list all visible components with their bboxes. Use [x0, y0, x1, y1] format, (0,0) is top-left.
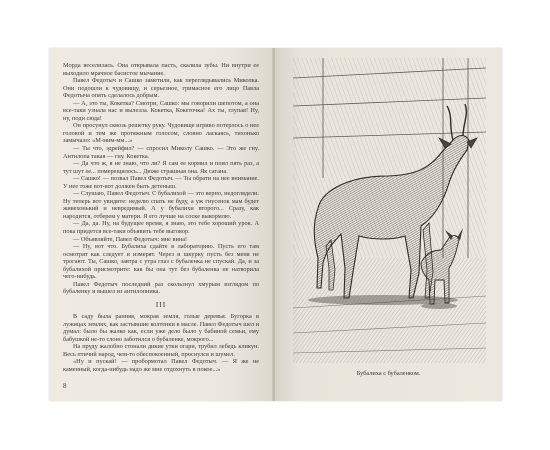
page-number: 8: [63, 382, 67, 390]
antelope-illustration: [293, 58, 486, 363]
paragraph: Павел Федотыч последний раз скользнул хмурым взглядом по бубаленку и вышел из антилопника.: [63, 280, 259, 296]
right-page: [275, 48, 502, 401]
illustration-caption: Бубалиха с бубаленком.: [356, 370, 421, 377]
left-page-text: [63, 62, 259, 373]
paragraph: В саду была ранняя, мокрая земля, голые деревья. Бугорка в лужицах землях, как застывшие колтенки в масле. Павел Федотыч шел и думал: было бы жалко как, если уже дело было у бабиной семьи, ему бабушкой не-то слоно заботился о бубаленке, мокрого...: [63, 312, 259, 343]
book-spread: [49, 48, 502, 401]
paragraph: — Ты что, эдрейфил? — спросил Миколу Сашко. — Это же гну. Антилопа такая — гну. Кокетка.: [63, 145, 259, 160]
paragraph: — Да что ж, я не знаю, что ли? Я сам ее кормил и поил пять раз, а тут шут ее... померещилось... Дюже страшная она. Як сатана.: [63, 160, 259, 175]
paragraph: На пруду жалобно стонали дикие утки огари, трубил лебедь кликун. Весь птичий народ, чем-то обеспокоенный, проснулся и шумел.: [63, 343, 259, 358]
left-page: [49, 48, 273, 401]
paragraph: Он просунул сквозь решетку руку. Чудовище игриво потерлось о нее головой и тем же протяжным голосом, словно ласкаясь, тихонько замычало: «М-мим-мм...»: [63, 122, 259, 145]
section-number: III: [155, 299, 167, 309]
paragraph: — Сашко! — позвал Павел Федотыч. — Ты обрати на нее внимание. У нее тоже вот-вот должен быть детеныш.: [63, 175, 259, 190]
paragraph: Павел Федотыч и Сашко заметили, как переглядывались Миколка. Они подошли к чудовищу, и серьезное, гримасное его лицо Павла Федотыча опять сделалось добрым.: [63, 77, 259, 100]
paragraph: — Слушаю, Павел Федотыч. С бубалихой — это верно, недоглядели. Ну теперь вот увидите: неделю спать не буду, а уж гнусенок мам будет живехонький и невредимый. А у бубалихи второго... Сразу, как народится, отберем у матери. Я его лучше на соске выкормлю.: [63, 190, 259, 220]
paragraph: — Объявляйте, Павел Федотыч: мне вина!: [73, 235, 188, 243]
paragraph: — А, это ты, Кокетка? Смотри, Сашко: мы говорили шепотом, а она все-таки узнала нас и вылезла. Кокетка, Кокеточка! Ах ты, глупая! Ну, ну, поди сюда!: [63, 99, 259, 122]
paragraph: — Да, да. Ну, на будущее время, я знаю, это тебе хороший урок. А пока придется все-таки объявить тебе выговор.: [63, 220, 259, 236]
paragraph: — Ну, вот что. Бубалиха сдайте в лабораторию. Пусть его там осмотрят как следует и измерят. Через и шкурку пусть без меня не трогают. Ты, Сашко, завтра с утра глаз с бубаленка не спускай. Да, и за бубалихой присмотрите: как бы она тут без бубаленка не натворила чего-нибудь.: [63, 243, 259, 281]
paragraph: «Ну и пускай! — пробормотал Павел Федотыч. — Я же не каменный, когда-нибудь надо же мне отдохнуть в покое...»: [63, 358, 259, 373]
paragraph: Морда веселилась. Она открывала пасть, скалила зубы. Ни внутри ее выходило мрачное басистое мычание.: [63, 62, 259, 77]
